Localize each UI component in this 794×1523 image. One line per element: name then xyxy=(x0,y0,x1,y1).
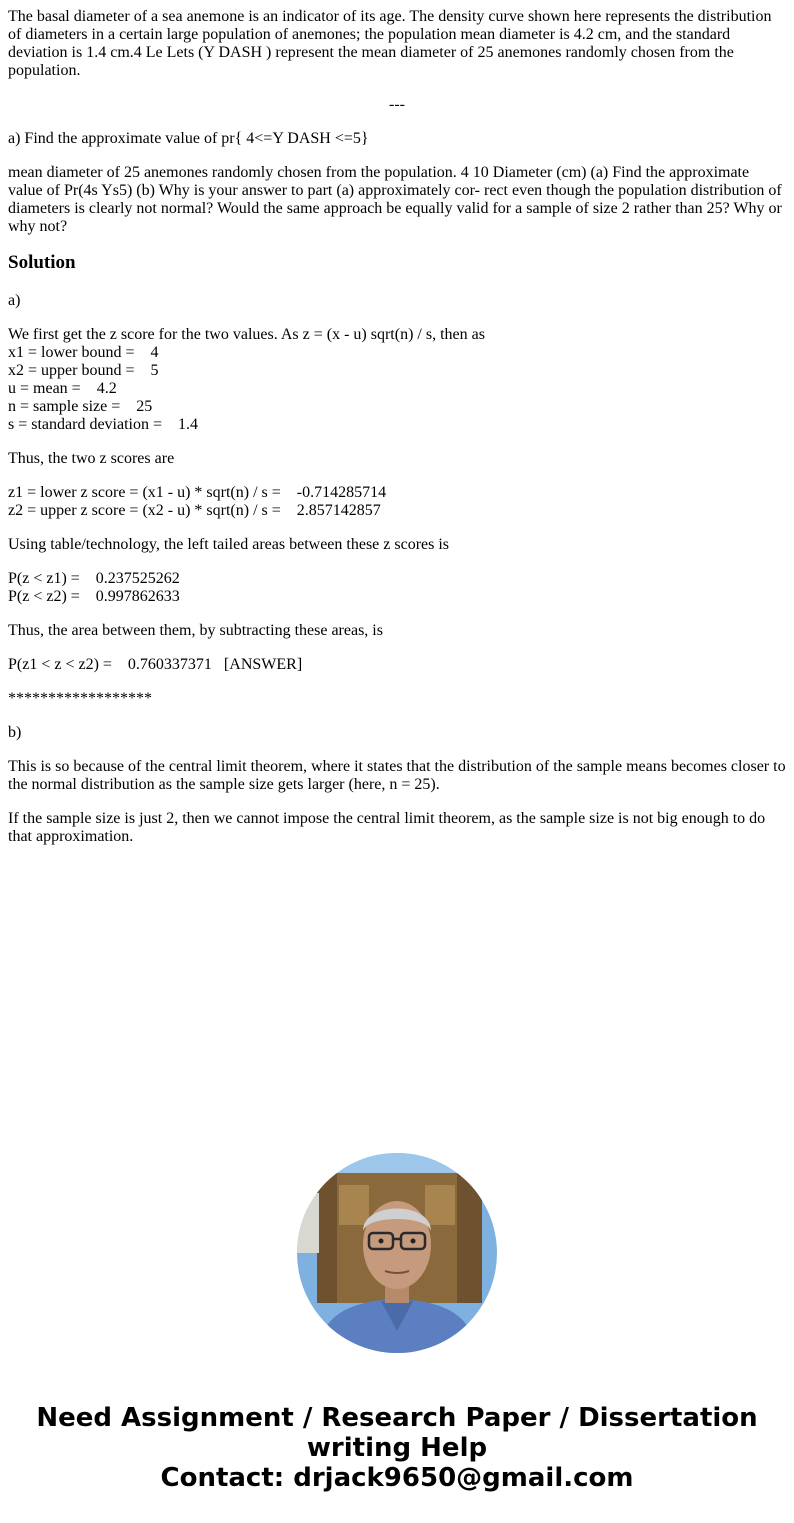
part-b-text-2: If the sample size is just 2, then we cannot impose the central limit theorem, as the sample size is not big enough to do that approximation. xyxy=(8,810,766,845)
footer-line-2: writing Help xyxy=(306,1433,488,1463)
thus-z-text: Thus, the two z scores are xyxy=(8,450,175,467)
question-ocr-text: mean diameter of 25 anemones randomly chosen from the population. 4 10 Diameter (cm) (a) Find the approximate value of Pr(4s Ys5) (b) Why is your answer to part (a) approximately cor- rect even though the population distribution of diameters is clearly not normal? Would the same approach be equally valid for a sample of size 2 rather than 25? Why or why not? xyxy=(8,164,782,235)
contact-footer xyxy=(0,1403,794,1493)
solution-heading: Solution xyxy=(8,252,76,273)
z-score-line: z2 = upper z score = (x2 - u) * sqrt(n) / s = 2.857142857 xyxy=(8,502,381,519)
param-line: n = sample size = 25 xyxy=(8,398,153,415)
area-text: Thus, the area between them, by subtracting these areas, is xyxy=(8,622,383,639)
solution-part-a-label: a) xyxy=(8,292,21,309)
question-intro: The basal diameter of a sea anemone is an indicator of its age. The density curve shown here represents the distribution of diameters in a certain large population of anemones; the population mean diameter is 4.2 cm, and the standard deviation is 1.4 cm.4 Le Lets (Y DASH ) represent the mean diameter of 25 anemones randomly chosen from the population. xyxy=(8,8,772,79)
param-line: x2 = upper bound = 5 xyxy=(8,362,159,379)
probs-block xyxy=(8,570,786,606)
param-line: x1 = lower bound = 4 xyxy=(8,344,159,361)
footer-line-1: Need Assignment / Research Paper / Dissertation xyxy=(36,1403,758,1433)
stars-divider: ****************** xyxy=(8,690,152,707)
question-part-a: a) Find the approximate value of pr{ 4<=Y DASH <=5} xyxy=(8,130,369,147)
prob-line: P(z < z1) = 0.237525262 xyxy=(8,570,180,587)
answer-line: P(z1 < z < z2) = 0.760337371 [ANSWER] xyxy=(8,656,303,673)
param-line: s = standard deviation = 1.4 xyxy=(8,416,199,433)
z-intro-block xyxy=(8,326,786,434)
z-intro-text: We first get the z score for the two values. As z = (x - u) sqrt(n) / s, then as xyxy=(8,326,485,343)
prob-line: P(z < z2) = 0.997862633 xyxy=(8,588,180,605)
author-photo-image xyxy=(297,1153,497,1353)
param-line: u = mean = 4.2 xyxy=(8,380,117,397)
solution-part-b-label: b) xyxy=(8,724,22,741)
footer-contact-line: Contact: drjack9650@gmail.com xyxy=(160,1463,634,1493)
table-text: Using table/technology, the left tailed areas between these z scores is xyxy=(8,536,450,553)
part-b-text-1: This is so because of the central limit theorem, where it states that the distribution of the sample means becomes closer to the normal distribution as the sample size gets larger (here, n = 25). xyxy=(8,758,786,793)
author-photo xyxy=(297,1153,497,1353)
z-score-line: z1 = lower z score = (x1 - u) * sqrt(n) / s = -0.714285714 xyxy=(8,484,387,501)
separator: --- xyxy=(389,96,405,113)
z-scores-block xyxy=(8,484,786,520)
